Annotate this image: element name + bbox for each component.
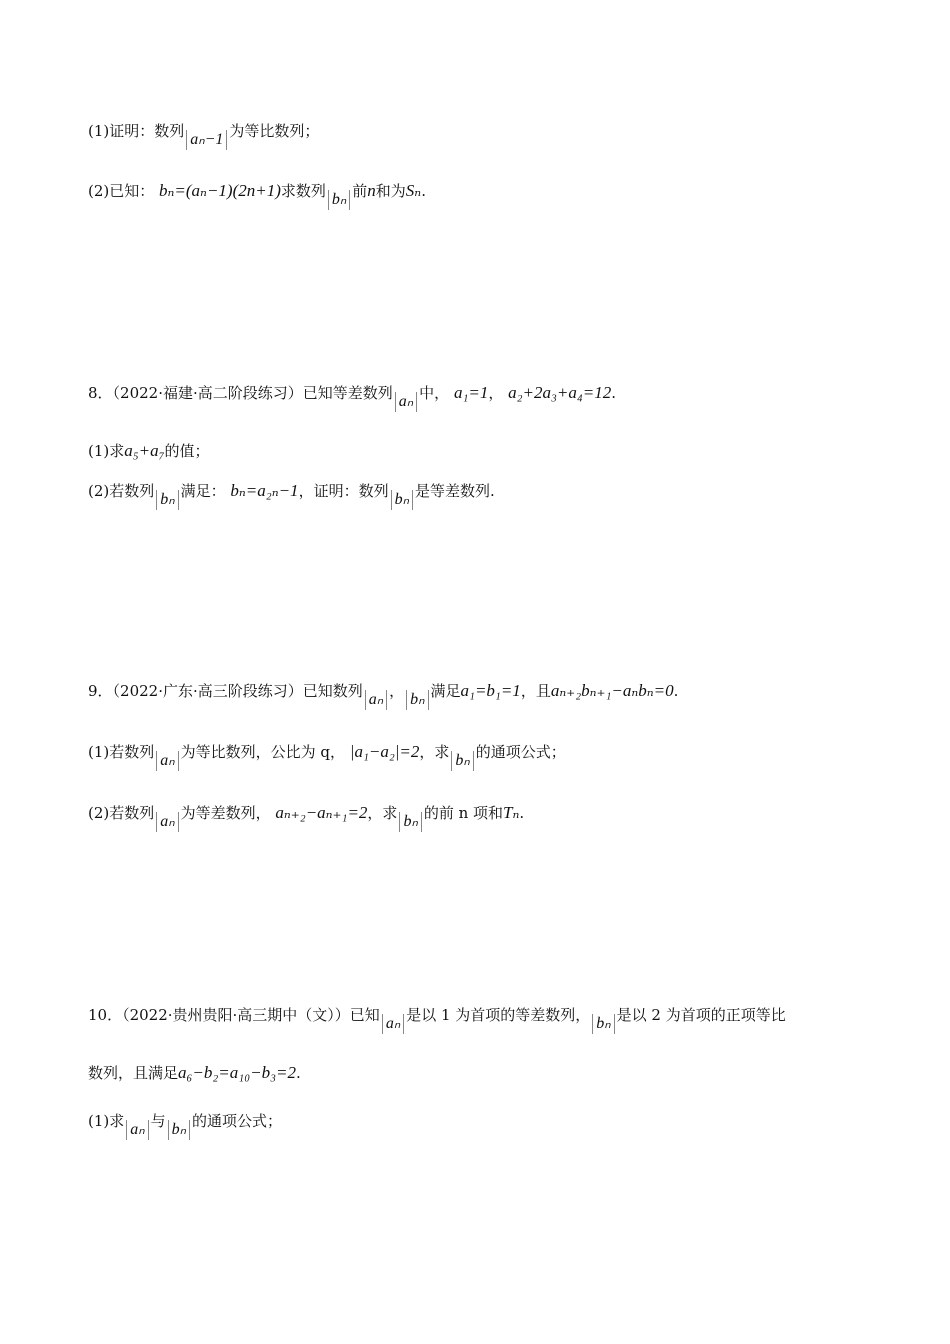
text: . — [519, 804, 525, 822]
text: . — [421, 182, 426, 200]
text: ，求 — [419, 743, 450, 761]
sequence-brace: aₙ−1 — [186, 130, 227, 150]
sequence-brace: bₙ — [328, 190, 350, 210]
text: (1)证明：数列 — [88, 122, 185, 140]
text: (2)若数列 — [88, 804, 155, 822]
sequence-brace: bₙ — [168, 1120, 190, 1140]
text: . — [295, 1064, 301, 1082]
text: 为等比数列，公比为 q， — [180, 743, 345, 761]
sequence-brace: aₙ — [365, 690, 387, 710]
formula: a₁=b₁=1 — [460, 681, 521, 700]
text: 的值； — [164, 442, 210, 460]
text: ， — [389, 682, 405, 700]
q8-header — [88, 382, 616, 412]
text: 求数列 — [280, 182, 326, 200]
q8-part1 — [88, 440, 210, 462]
question-header: 9．（2022·广东·高三阶段练习）已知数列 — [88, 682, 363, 700]
text: ，证明：数列 — [298, 482, 389, 500]
formula: a₁=1 — [453, 383, 489, 402]
text: 满足： — [180, 482, 226, 500]
formula: a₂+2a₃+a₄=12 — [508, 383, 612, 402]
question-header: 10．（2022·贵州贵阳·高三期中（文））已知 — [88, 1006, 380, 1024]
q10-part1 — [88, 1110, 282, 1140]
q9-part2 — [88, 802, 524, 832]
text: ，且 — [520, 682, 551, 700]
text: 满足 — [430, 682, 461, 700]
sequence-brace: aₙ — [156, 812, 178, 832]
formula: a₆−b₂=a₁₀−b₃=2 — [178, 1063, 296, 1082]
text: 是以 2 为首项的正项等比 — [616, 1006, 786, 1024]
sequence-brace: aₙ — [382, 1014, 404, 1034]
sequence-brace: aₙ — [126, 1120, 148, 1140]
sequence-brace: bₙ — [406, 690, 428, 710]
variable: Tₙ — [503, 803, 520, 822]
formula: |a₁−a₂|=2 — [349, 742, 420, 761]
text: 和为 — [375, 182, 406, 200]
text: 与 — [150, 1112, 166, 1130]
variable: Sₙ — [405, 181, 422, 200]
q10-header — [88, 1004, 786, 1034]
text: (1)若数列 — [88, 743, 155, 761]
variable: n — [367, 181, 376, 200]
text: ，求 — [367, 804, 398, 822]
sequence-brace: bₙ — [391, 490, 413, 510]
q7-part2 — [88, 180, 426, 210]
q9-part1 — [88, 741, 566, 771]
text: 是等差数列. — [414, 482, 495, 500]
formula: bₙ=(aₙ−1)(2n+1) — [159, 181, 281, 200]
question-header: 8．（2022·福建·高二阶段练习）已知等差数列 — [88, 384, 393, 402]
text: . — [611, 384, 617, 402]
q9-header — [88, 680, 678, 710]
text: 前 — [352, 182, 368, 200]
text: (1)求 — [88, 1112, 125, 1130]
formula: aₙ₊₂bₙ₊₁−aₙbₙ=0 — [550, 681, 674, 700]
text: 为等差数列， — [180, 804, 271, 822]
text: ， — [488, 384, 504, 402]
text: 数列，且满足 — [88, 1064, 179, 1082]
text: 是以 1 为首项的等差数列， — [406, 1006, 591, 1024]
sequence-brace: bₙ — [592, 1014, 614, 1034]
sequence-brace: bₙ — [156, 490, 178, 510]
q7-part1 — [88, 120, 319, 150]
text: (2)已知： — [88, 182, 155, 200]
formula: aₙ₊₂−aₙ₊₁=2 — [275, 803, 368, 822]
sequence-brace: bₙ — [451, 751, 473, 771]
sequence-brace: bₙ — [399, 812, 421, 832]
q10-line2 — [88, 1062, 301, 1084]
sequence-brace: aₙ — [156, 751, 178, 771]
text: (1)求 — [88, 442, 125, 460]
text: . — [673, 682, 679, 700]
q8-part2 — [88, 480, 495, 510]
text: 为等比数列； — [229, 122, 320, 140]
sequence-brace: aₙ — [395, 392, 417, 412]
formula: bₙ=a₂ₙ−1 — [230, 481, 299, 500]
text: 中， — [419, 384, 450, 402]
text: (2)若数列 — [88, 482, 155, 500]
text: 的通项公式； — [475, 743, 566, 761]
text: 的前 n 项和 — [423, 804, 504, 822]
formula: a₅+a₇ — [124, 441, 165, 460]
text: 的通项公式； — [192, 1112, 283, 1130]
